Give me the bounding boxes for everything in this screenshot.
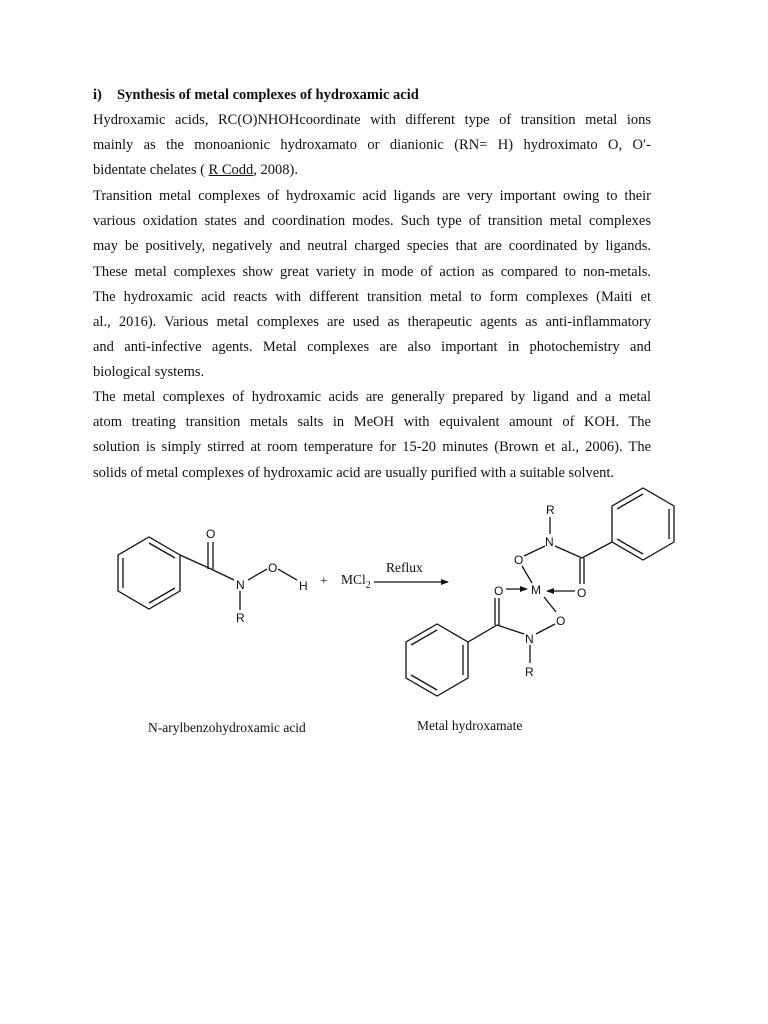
paragraph-line: various oxidation states and coordination modes. Such type of transition metal complexes <box>93 213 651 230</box>
atom-label: R <box>525 665 534 679</box>
citation-prefix: bidentate chelates ( <box>93 162 209 179</box>
atom-label: R <box>546 503 555 517</box>
benzene-ring <box>406 624 468 696</box>
benzene-ring <box>612 488 674 560</box>
atom-label: O <box>268 561 278 575</box>
paragraph-line: atom treating transition metals salts in MeOH with equivalent amount of KOH. The <box>93 414 651 431</box>
atom-label: O <box>514 553 524 567</box>
paragraph-line: and anti-infective agents. Metal complexes are also important in photochemistry and <box>93 339 651 356</box>
atom-label: N <box>236 578 245 592</box>
paragraph-line: biological systems. <box>93 364 205 381</box>
paragraph-line: al., 2016). Various metal complexes are used as therapeutic agents as anti-inflammatory <box>93 314 651 331</box>
reagent-label <box>341 572 371 591</box>
paragraph-line: mainly as the monoanionic hydroxamato or dianionic (RN= H) hydroximato O, O′- <box>93 137 651 154</box>
section-title: Synthesis of metal complexes of hydroxamic acid <box>117 87 419 103</box>
benzene-ring <box>118 537 180 609</box>
atom-label: O <box>494 584 504 598</box>
paragraph-line: may be positively, negatively and neutral charged species that are coordinated by ligands. <box>93 238 651 255</box>
reagent-formula: MCl <box>341 572 366 587</box>
atom-label: N <box>525 632 534 646</box>
citation-suffix: , 2008). <box>253 162 298 179</box>
atom-label: H <box>299 579 308 593</box>
citation-link[interactable]: R Codd <box>208 162 254 179</box>
product-caption: Metal hydroxamate <box>417 718 523 733</box>
reaction-condition: Reflux <box>386 560 423 575</box>
atom-label: O <box>206 527 216 541</box>
paragraph-line: Hydroxamic acids, RC(O)NHOHcoordinate with different type of transition metal ions <box>93 112 651 128</box>
paragraph-line: Transition metal complexes of hydroxamic acid ligands are very important owing to their <box>93 188 651 204</box>
paragraph-line: These metal complexes show great variety in mode of action as compared to non-metals. <box>93 263 651 280</box>
reactant-caption: N-arylbenzohydroxamic acid <box>148 720 306 735</box>
reactant-atom-labels <box>206 527 308 625</box>
atom-label: N <box>545 535 554 549</box>
atom-label: O <box>577 586 587 600</box>
paragraph-line: The hydroxamic acid reacts with different transition metal to form complexes (Maiti et <box>93 288 651 305</box>
paragraph-line: solution is simply stirred at room temperature for 15-20 minutes (Brown et al., 2006). The <box>93 439 651 456</box>
atom-label: M <box>531 583 541 597</box>
section-number: i) <box>93 87 102 103</box>
plus-sign: + <box>320 573 328 588</box>
reagent-subscript: 2 <box>365 580 371 591</box>
atom-label: R <box>236 611 245 625</box>
paragraph-line: solids of metal complexes of hydroxamic acid are usually purified with a suitable solvent. <box>93 464 615 481</box>
atom-label: O <box>556 614 566 628</box>
paragraph-line: The metal complexes of hydroxamic acids are generally prepared by ligand and a metal <box>93 389 651 405</box>
